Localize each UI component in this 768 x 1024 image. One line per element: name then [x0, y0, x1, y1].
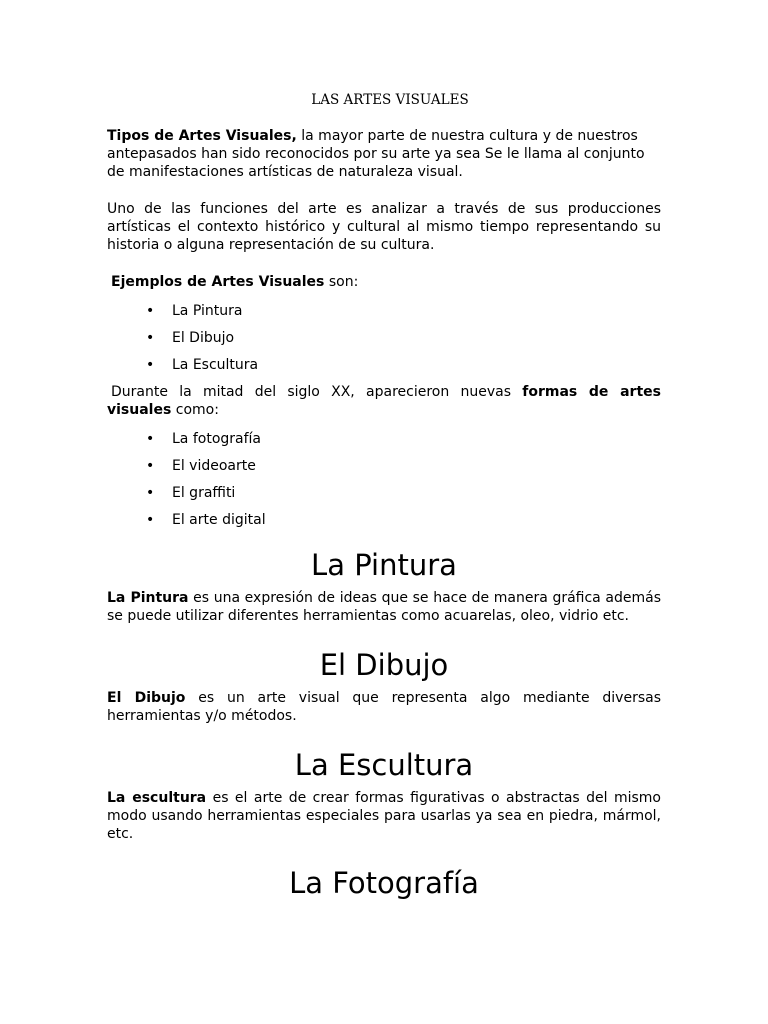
list-item — [107, 457, 661, 475]
list-item-label: La fotografía — [172, 431, 261, 447]
section-text-escultura: es el arte de crear formas figurativas o abstractas del mismo modo usando herramientas especiales para usarlas ya sea en piedra, mármol, etc. — [107, 790, 661, 842]
list-item-label: La Escultura — [172, 357, 259, 373]
list-item — [107, 484, 661, 502]
section-heading-dibujo: El Dibujo — [319, 648, 449, 682]
bullet-icon: • — [146, 512, 155, 528]
list-item — [107, 329, 661, 347]
examples-text: son: — [324, 274, 359, 290]
new-forms-list — [107, 430, 661, 529]
list-item — [107, 356, 661, 374]
section-heading-escultura: La Escultura — [294, 748, 474, 782]
section-paragraph-dibujo — [107, 689, 661, 725]
examples-paragraph — [111, 273, 661, 291]
section-bold-dibujo: El Dibujo — [107, 690, 186, 706]
list-item — [107, 511, 661, 529]
bullet-icon: • — [146, 431, 155, 447]
list-item — [107, 302, 661, 320]
intro-text: la mayor parte de nuestra cultura y de nuestros antepasados han sido reconocidos por su arte ya sea Se le llama al conjunto de manifestaciones artísticas de naturaleza visual. — [107, 128, 645, 180]
document-title: LAS ARTES VISUALES — [311, 92, 469, 108]
list-item — [107, 430, 661, 448]
list-item-label: El graffiti — [172, 485, 236, 501]
new-forms-text-before: Durante la mitad del siglo XX, aparecieron nuevas — [111, 384, 523, 400]
bullet-icon: • — [146, 485, 155, 501]
list-item-label: La Pintura — [172, 303, 243, 319]
section-paragraph-pintura — [107, 589, 661, 625]
bullet-icon: • — [146, 303, 155, 319]
list-item-label: El Dibujo — [172, 330, 235, 346]
new-forms-bold: formas de artes visuales — [107, 384, 661, 418]
section-bold-pintura: La Pintura — [107, 590, 189, 606]
list-item-label: El arte digital — [172, 512, 266, 528]
intro-bold: Tipos de Artes Visuales, — [107, 128, 297, 144]
section-text-dibujo: es un arte visual que representa algo mediante diversas herramientas y/o métodos. — [107, 690, 661, 724]
intro-paragraph — [107, 127, 661, 181]
bullet-icon: • — [146, 330, 155, 346]
examples-list — [107, 302, 661, 374]
section-heading-fotografia: La Fotografía — [289, 866, 479, 900]
new-forms-text-after: como: — [171, 402, 219, 418]
document-body — [107, 92, 661, 900]
section-bold-escultura: La escultura — [107, 790, 207, 806]
list-item-label: El videoarte — [172, 458, 256, 474]
bullet-icon: • — [146, 357, 155, 373]
new-forms-paragraph — [107, 383, 661, 419]
section-paragraph-escultura — [107, 789, 661, 843]
section-text-pintura: es una expresión de ideas que se hace de manera gráfica además se puede utilizar diferentes herramientas como acuarelas, oleo, vidrio etc. — [107, 590, 662, 624]
functions-paragraph: Uno de las funciones del arte es analizar a través de sus producciones artísticas el contexto histórico y cultural al mismo tiempo representando su historia o alguna representación de su cultura. — [107, 201, 661, 253]
examples-bold: Ejemplos de Artes Visuales — [111, 274, 325, 290]
section-heading-pintura: La Pintura — [311, 548, 457, 582]
bullet-icon: • — [146, 458, 155, 474]
